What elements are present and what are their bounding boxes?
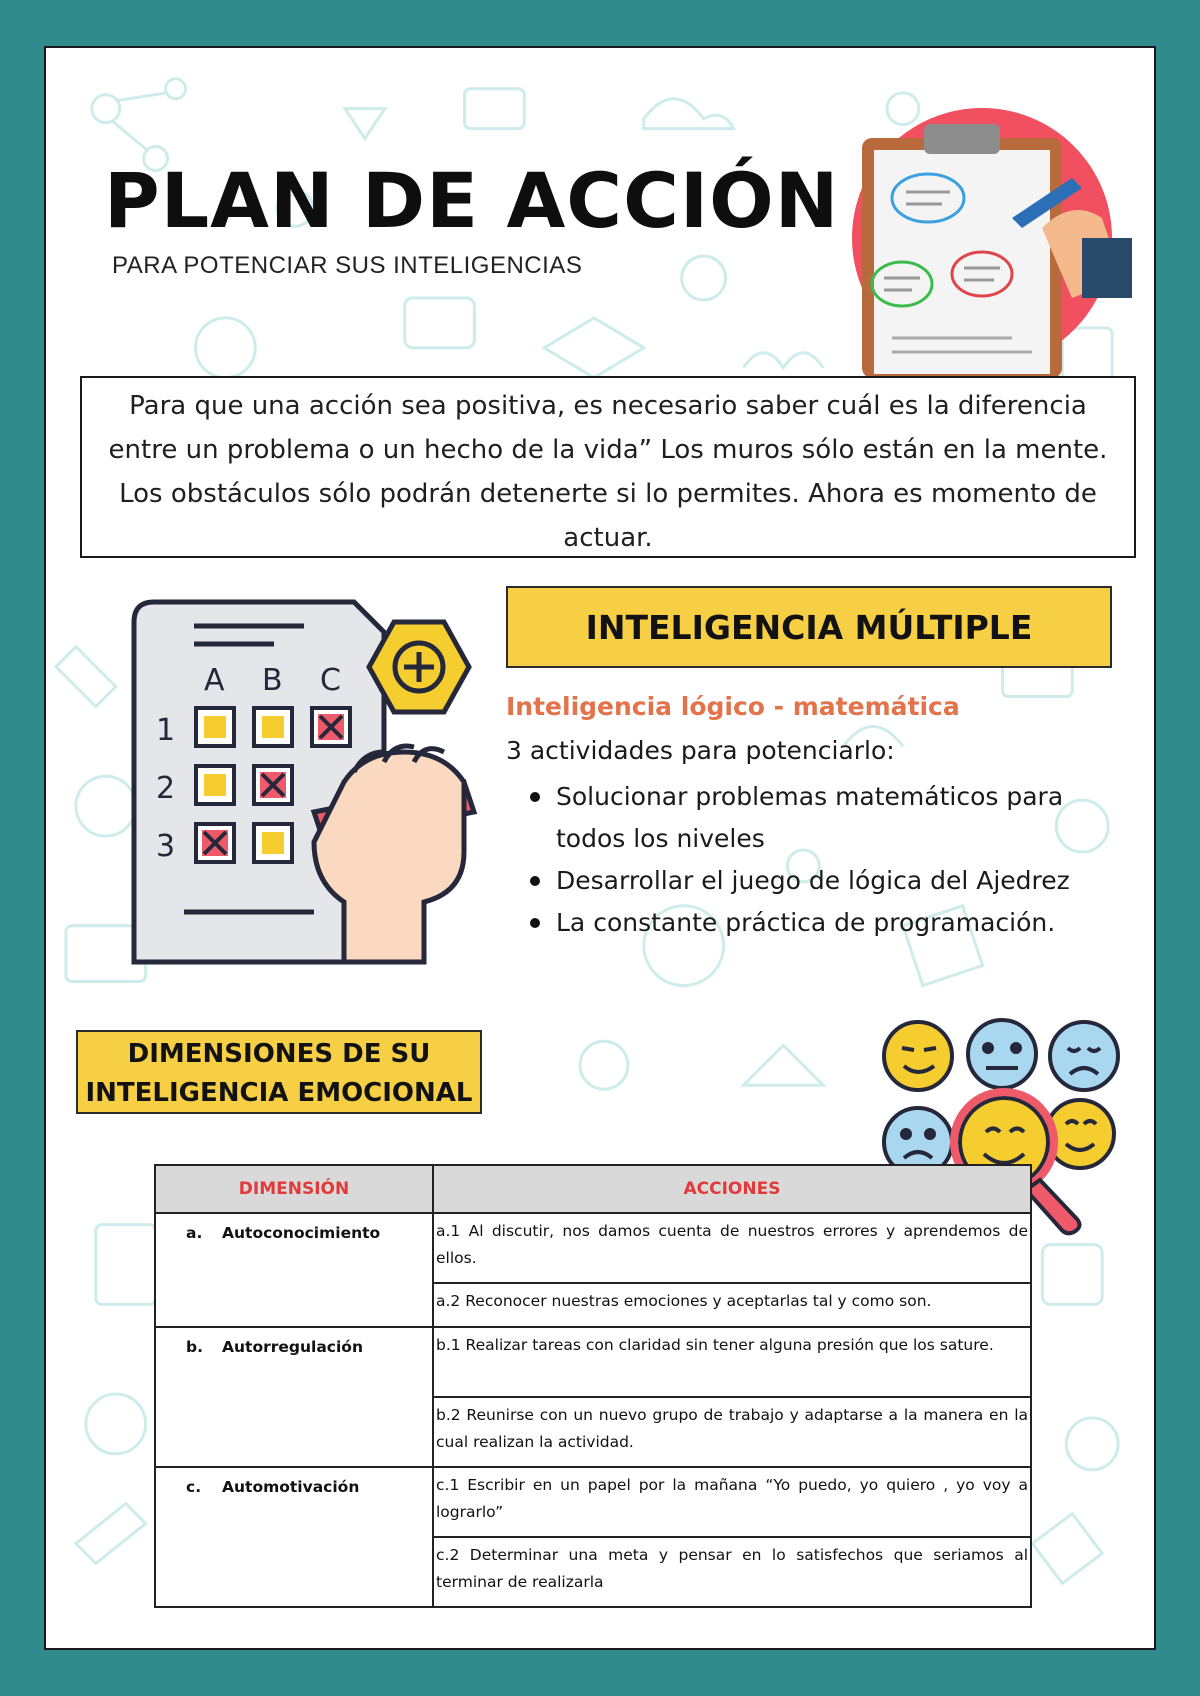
activities-list: [526, 776, 1126, 944]
dimension-name: Autoconocimiento: [222, 1224, 381, 1242]
header-line: DIMENSIONES DE SU: [127, 1039, 431, 1069]
emotional-intelligence-header: [76, 1030, 482, 1114]
column-label: B: [262, 663, 283, 698]
dimension-letter: a.: [186, 1224, 203, 1242]
dimension-cell: [155, 1467, 433, 1607]
dimension-name: Automotivación: [222, 1478, 360, 1496]
dimension-cell: [155, 1213, 433, 1327]
action-cell: a.2 Reconocer nuestras emociones y aceptarlas tal y como son.: [433, 1283, 1031, 1327]
column-label: A: [204, 663, 225, 698]
clipboard-plan-illustration: [812, 88, 1132, 388]
row-label: 1: [156, 713, 176, 748]
table-row: [155, 1327, 1031, 1397]
header-line: INTELIGENCIA EMOCIONAL: [85, 1078, 473, 1108]
action-cell: a.1 Al discutir, nos damos cuenta de nuestros errores y aprendemos de ellos.: [433, 1213, 1031, 1283]
action-cell: b.2 Reunirse con un nuevo grupo de trabajo y adaptarse a la manera en la cual realizan la actividad.: [433, 1397, 1031, 1467]
table-row: [155, 1467, 1031, 1537]
activities-intro: 3 actividades para potenciarlo:: [506, 736, 895, 765]
dimension-cell: [155, 1327, 433, 1467]
multiple-intelligence-header: INTELIGENCIA MÚLTIPLE: [506, 586, 1112, 668]
action-cell: c.1 Escribir en un papel por la mañana “Yo puedo, yo quiero , yo voy a lograrlo”: [433, 1467, 1031, 1537]
list-item: Desarrollar el juego de lógica del Ajedrez: [526, 860, 1126, 902]
intelligence-subheading: Inteligencia lógico - matemática: [506, 692, 960, 721]
dimensions-table: [154, 1164, 1032, 1608]
row-label: 3: [156, 829, 176, 864]
list-item: La constante práctica de programación.: [526, 902, 1126, 944]
page-subtitle: PARA POTENCIAR SUS INTELIGENCIAS: [112, 252, 583, 279]
dimension-letter: c.: [186, 1478, 202, 1496]
page-title: PLAN DE ACCIÓN: [104, 156, 840, 245]
row-label: 2: [156, 771, 176, 806]
table-header-row: [155, 1165, 1031, 1213]
header-actions: ACCIONES: [433, 1165, 1031, 1213]
header-dimension: DIMENSIÓN: [155, 1165, 433, 1213]
list-item: Solucionar problemas matemáticos para todos los niveles: [526, 776, 1126, 860]
dimension-letter: b.: [186, 1338, 203, 1356]
table-row: [155, 1213, 1031, 1283]
abc-test-illustration: [94, 582, 494, 982]
column-label: C: [320, 663, 341, 698]
action-cell: b.1 Realizar tareas con claridad sin tener alguna presión que los sature.: [433, 1327, 1031, 1397]
action-cell: c.2 Determinar una meta y pensar en lo satisfechos que seriamos al terminar de realizarla: [433, 1537, 1031, 1607]
motivational-quote: Para que una acción sea positiva, es necesario saber cuál es la diferencia entre un problema o un hecho de la vida” Los muros sólo están en la mente. Los obstáculos sólo podrán detenerte si lo permites. Ahora es momento de actuar.: [80, 376, 1136, 558]
dimension-name: Autorregulación: [222, 1338, 363, 1356]
document-sheet: [44, 46, 1156, 1650]
